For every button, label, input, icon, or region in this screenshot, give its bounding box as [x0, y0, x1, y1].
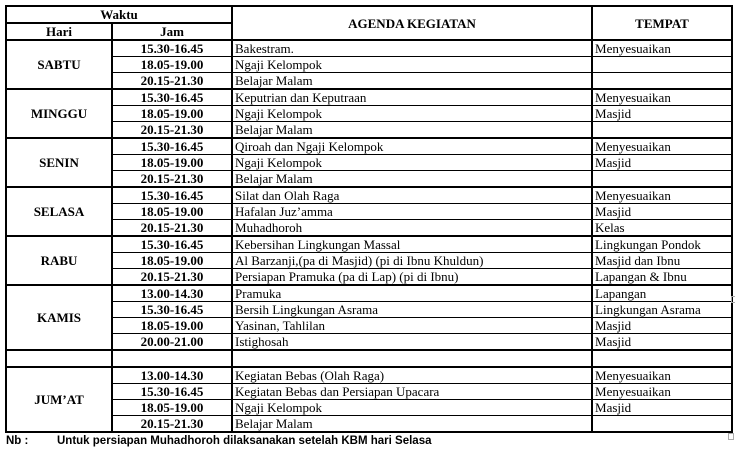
table-row	[6, 138, 732, 155]
note-label: Nb :	[6, 435, 29, 447]
tempat-cell: Masjid dan Ibnu	[592, 253, 732, 269]
jam-cell: 15.30-16.45	[112, 138, 232, 155]
schedule-table	[5, 5, 733, 433]
day-cell: SABTU	[6, 40, 112, 89]
day-cell: MINGGU	[6, 89, 112, 138]
header-jam: Jam	[112, 23, 232, 40]
table-row	[6, 367, 732, 384]
table-row	[6, 106, 732, 122]
tempat-cell: Masjid	[592, 204, 732, 220]
tempat-cell: Menyesuaikan	[592, 187, 732, 204]
day-cell	[6, 350, 112, 367]
table-row	[6, 57, 732, 73]
day-cell: RABU	[6, 236, 112, 285]
jam-cell: 20.15-21.30	[112, 269, 232, 286]
jam-cell: 18.05-19.00	[112, 253, 232, 269]
table-row	[6, 204, 732, 220]
table-row	[6, 220, 732, 237]
header-waktu: Waktu	[6, 6, 232, 23]
jam-cell: 15.30-16.45	[112, 40, 232, 57]
table-row	[6, 384, 732, 400]
table-row	[6, 253, 732, 269]
tempat-cell: Masjid	[592, 318, 732, 334]
jam-cell: 18.05-19.00	[112, 204, 232, 220]
jam-cell: 20.15-21.30	[112, 220, 232, 237]
table-row	[6, 187, 732, 204]
agenda-cell: Belajar Malam	[232, 73, 592, 90]
note-text: Untuk persiapan Muhadhoroh dilaksanakan setelah KBM hari Selasa	[57, 435, 432, 447]
jam-cell: 18.05-19.00	[112, 155, 232, 171]
day-cell: JUM’AT	[6, 367, 112, 432]
agenda-cell: Ngaji Kelompok	[232, 106, 592, 122]
day-cell: SENIN	[6, 138, 112, 187]
tempat-cell: Masjid	[592, 106, 732, 122]
agenda-cell: Persiapan Pramuka (pa di Lap) (pi di Ibnu)	[232, 269, 592, 286]
agenda-cell: Ngaji Kelompok	[232, 155, 592, 171]
table-row	[6, 350, 732, 367]
agenda-cell: Al Barzanji,(pa di Masjid) (pi di Ibnu Khuldun)	[232, 253, 592, 269]
tempat-cell	[592, 57, 732, 73]
header-tempat: TEMPAT	[592, 6, 732, 40]
tempat-cell: Lingkungan Asrama	[592, 302, 732, 318]
table-row	[6, 302, 732, 318]
agenda-cell: Qiroah dan Ngaji Kelompok	[232, 138, 592, 155]
agenda-cell: Ngaji Kelompok	[232, 400, 592, 416]
tempat-cell	[592, 122, 732, 139]
jam-cell: 20.15-21.30	[112, 171, 232, 188]
tempat-cell: Kelas	[592, 220, 732, 237]
agenda-cell: Pramuka	[232, 285, 592, 302]
tempat-cell: Menyesuaikan	[592, 384, 732, 400]
agenda-cell: Bersih Lingkungan Asrama	[232, 302, 592, 318]
tempat-cell: Menyesuaikan	[592, 367, 732, 384]
header-agenda-kegiatan: AGENDA KEGIATAN	[232, 6, 592, 40]
agenda-cell: Kegiatan Bebas dan Persiapan Upacara	[232, 384, 592, 400]
note	[6, 435, 726, 448]
jam-cell: 18.05-19.00	[112, 57, 232, 73]
tempat-cell: Masjid	[592, 334, 732, 351]
jam-cell: 15.30-16.45	[112, 187, 232, 204]
schedule-body	[6, 40, 732, 432]
tempat-cell: Lapangan & Ibnu	[592, 269, 732, 286]
agenda-cell: Muhadhoroh	[232, 220, 592, 237]
table-row	[6, 171, 732, 188]
table-row	[6, 155, 732, 171]
agenda-cell: Belajar Malam	[232, 416, 592, 433]
tempat-cell: Menyesuaikan	[592, 40, 732, 57]
tempat-cell	[592, 416, 732, 433]
table-row	[6, 40, 732, 57]
tempat-cell	[592, 171, 732, 188]
jam-cell: 15.30-16.45	[112, 236, 232, 253]
agenda-cell: Istighosah	[232, 334, 592, 351]
table-row	[6, 89, 732, 106]
agenda-cell: Hafalan Juz’amma	[232, 204, 592, 220]
tempat-cell: Lapangan	[592, 285, 732, 302]
agenda-cell: Keputrian dan Keputraan	[232, 89, 592, 106]
agenda-cell: Belajar Malam	[232, 171, 592, 188]
schedule-header	[6, 6, 732, 40]
agenda-cell: Kebersihan Lingkungan Massal	[232, 236, 592, 253]
tempat-cell: Lingkungan Pondok	[592, 236, 732, 253]
jam-cell: 15.30-16.45	[112, 89, 232, 106]
day-cell: SELASA	[6, 187, 112, 236]
table-row	[6, 73, 732, 90]
table-row	[6, 318, 732, 334]
jam-cell: 18.05-19.00	[112, 400, 232, 416]
tempat-cell	[592, 73, 732, 90]
agenda-cell: Ngaji Kelompok	[232, 57, 592, 73]
header-hari: Hari	[6, 23, 112, 40]
agenda-cell: Belajar Malam	[232, 122, 592, 139]
table-row	[6, 285, 732, 302]
page-edge-mark	[731, 296, 735, 303]
agenda-cell: Kegiatan Bebas (Olah Raga)	[232, 367, 592, 384]
table-row	[6, 400, 732, 416]
jam-cell	[112, 350, 232, 367]
table-row	[6, 236, 732, 253]
tempat-cell: Masjid	[592, 155, 732, 171]
jam-cell: 15.30-16.45	[112, 384, 232, 400]
jam-cell: 18.05-19.00	[112, 318, 232, 334]
table-row	[6, 416, 732, 433]
table-row	[6, 334, 732, 351]
agenda-cell	[232, 350, 592, 367]
jam-cell: 20.15-21.30	[112, 416, 232, 433]
tempat-cell: Menyesuaikan	[592, 138, 732, 155]
jam-cell: 15.30-16.45	[112, 302, 232, 318]
tempat-cell	[592, 350, 732, 367]
tempat-cell: Menyesuaikan	[592, 89, 732, 106]
jam-cell: 13.00-14.30	[112, 367, 232, 384]
jam-cell: 13.00-14.30	[112, 285, 232, 302]
table-row	[6, 122, 732, 139]
jam-cell: 20.00-21.00	[112, 334, 232, 351]
jam-cell: 18.05-19.00	[112, 106, 232, 122]
tempat-cell: Masjid	[592, 400, 732, 416]
agenda-cell: Yasinan, Tahlilan	[232, 318, 592, 334]
jam-cell: 20.15-21.30	[112, 122, 232, 139]
jam-cell: 20.15-21.30	[112, 73, 232, 90]
day-cell: KAMIS	[6, 285, 112, 350]
agenda-cell: Bakestram.	[232, 40, 592, 57]
agenda-cell: Silat dan Olah Raga	[232, 187, 592, 204]
page-edge-mark	[728, 433, 734, 440]
table-row	[6, 269, 732, 286]
